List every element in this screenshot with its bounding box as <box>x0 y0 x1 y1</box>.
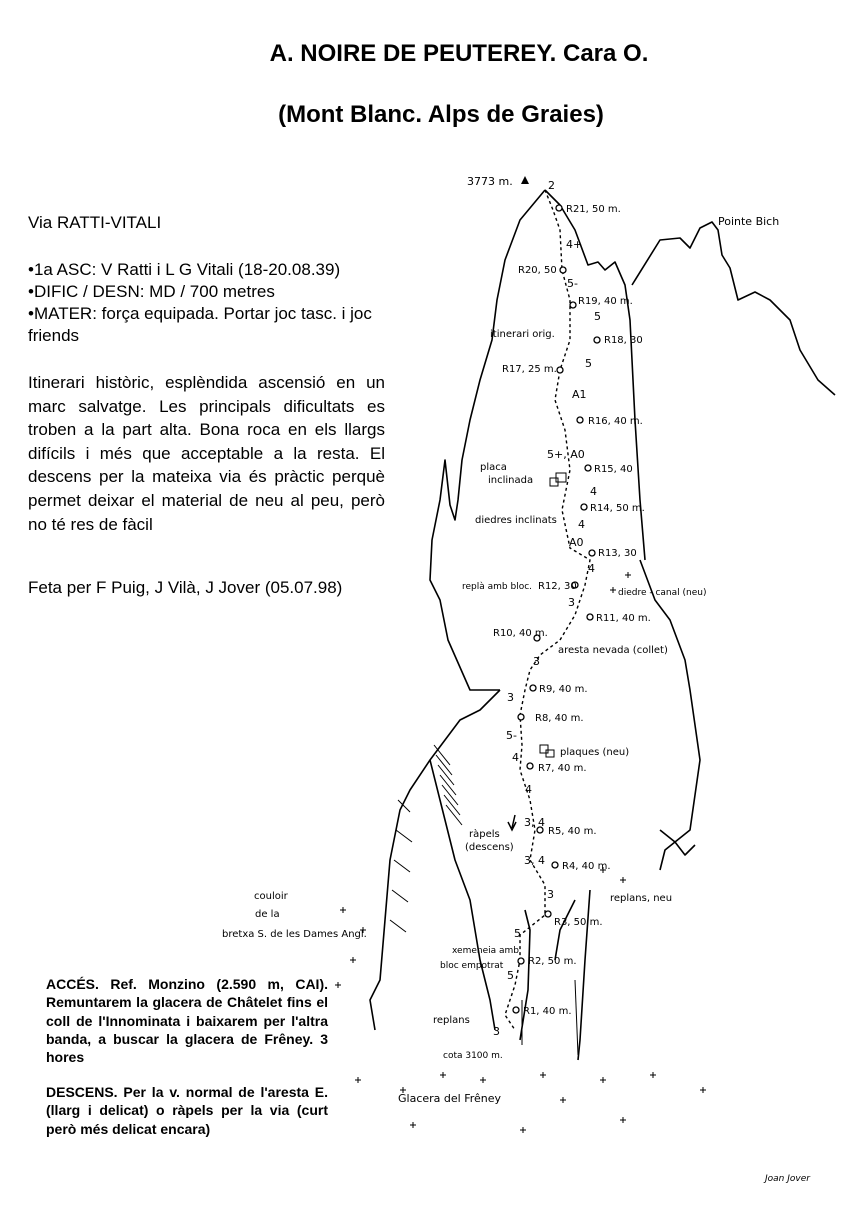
belay-marker <box>557 367 563 373</box>
xemeneia-label: xemeneia amb <box>452 946 520 956</box>
grade-label: A1 <box>572 388 587 401</box>
belay-label: R1, 40 m. <box>523 1006 572 1017</box>
grade-label: 4 <box>512 751 519 764</box>
grades <box>493 179 601 1038</box>
lower-buttress <box>370 690 500 1030</box>
cota-label: cota 3100 m. <box>443 1051 503 1061</box>
belay-label: R15, 40 <box>594 464 633 475</box>
grade-label: 2 <box>548 179 555 192</box>
grade-label: 4 <box>578 518 585 531</box>
grade-label: 5- <box>506 729 517 742</box>
couloir-label: bretxa S. de les Dames Angl. <box>222 929 367 940</box>
belay-label: R21, 50 m. <box>566 204 621 215</box>
buttress-far-right <box>578 890 590 1060</box>
page-title: A. NOIRE DE PEUTEREY. Cara O. <box>269 40 649 67</box>
belay-marker <box>585 465 591 471</box>
snow-marks <box>335 572 706 1133</box>
grade-label: 4+ <box>566 238 583 251</box>
grade-label: 5 <box>585 357 592 370</box>
route-description: Itinerari històric, esplèndida ascensió en un marc salvatge. Les principals dificultats es troben a la part alta. Bona roca en els llargs difícils i més que acceptable a la resta. El descens per la mateixa via és pràctic perquè permet deixar el material de neu al peu, però no té res de fàcil <box>28 373 385 534</box>
itinerari-orig-label: itinerari orig. <box>490 329 555 340</box>
grade-label: 3 <box>507 691 514 704</box>
grade-label: 5 <box>507 969 514 982</box>
grade-label: 3, 4 <box>524 854 545 867</box>
belay-marker <box>587 614 593 620</box>
grade-label: 5- <box>567 277 578 290</box>
glacera-label: Glacera del Frêney <box>398 1092 502 1105</box>
belay-label: R7, 40 m. <box>538 763 587 774</box>
grade-label: 3 <box>533 655 540 668</box>
block-marker <box>540 745 548 753</box>
belay-marker <box>577 417 583 423</box>
aresta-nevada-label: aresta nevada (collet) <box>558 645 668 656</box>
belay-label: R16, 40 m. <box>588 416 643 427</box>
belay-marker <box>581 504 587 510</box>
couloir-label: couloir <box>254 891 288 902</box>
grade-label: 3 <box>568 596 575 609</box>
grade-label: 4 <box>588 562 595 575</box>
belay-marker <box>589 550 595 556</box>
couloir-label: de la <box>255 909 280 920</box>
belay-marker <box>513 1007 519 1013</box>
grade-label: A0 <box>569 536 584 549</box>
pointe-bich-ridge <box>632 222 835 395</box>
material: •MATER: força equipada. Portar joc tasc. i joc friends <box>28 304 372 345</box>
rapels-label: ràpels <box>469 829 500 840</box>
grade-label: 4 <box>590 485 597 498</box>
belay-label: R19, 40 m. <box>578 296 633 307</box>
belay-label: R8, 40 m. <box>535 713 584 724</box>
grade-label: 5 <box>514 927 521 940</box>
access-text: ACCÉS. Ref. Monzino (2.590 m, CAI). Remuntarem la glacera de Châtelet fins el coll de l'Innominata i baixarem per l'altra banda, a buscar la glacera de Frêney. 3 hores <box>46 976 328 1066</box>
summit-triangle <box>521 176 529 184</box>
route-name: Via RATTI-VITALI <box>28 213 162 232</box>
belay-marker <box>518 714 524 720</box>
belay-label: R11, 40 m. <box>596 613 651 624</box>
belay-marker <box>556 205 562 211</box>
belay-marker <box>594 337 600 343</box>
rappel-arrow <box>508 815 516 830</box>
grade-label: 4 <box>525 783 532 796</box>
plaques-label: plaques (neu) <box>560 747 630 758</box>
pointe-bich-label: Pointe Bich <box>718 215 780 228</box>
belay-marker <box>527 763 533 769</box>
belay-label: R10, 40 m. <box>493 628 548 639</box>
repla-label: replà amb bloc. <box>462 582 533 592</box>
diedre-canal-label: diedre - canal (neu) <box>618 588 707 598</box>
belay-marker <box>570 302 576 308</box>
descent-text: DESCENS. Per la v. normal de l'aresta E. (llarg i delicat) o ràpels per la via (curt però més delicat encara) <box>46 1084 328 1137</box>
belay-label: R3, 50 m. <box>554 917 603 928</box>
belay-label: R2, 50 m. <box>528 956 577 967</box>
lower-buttress-inner <box>430 760 495 1030</box>
belay-label: R20, 50 <box>518 265 557 276</box>
xemeneia-label: bloc empotrat <box>440 961 504 971</box>
replans-neu-label: replans, neu <box>610 893 673 904</box>
belay-marker <box>518 958 524 964</box>
route-line <box>505 190 590 1030</box>
belay-marker <box>545 911 551 917</box>
belay-marker <box>560 267 566 273</box>
diedres-inclinats-label: diedres inclinats <box>475 515 557 526</box>
grade-label: 3 <box>547 888 554 901</box>
right-face-line <box>640 560 700 870</box>
rapels-label: (descens) <box>465 842 514 853</box>
summit-label: 3773 m. <box>467 175 513 188</box>
climbed-by: Feta per F Puig, J Vilà, J Jover (05.07.98) <box>28 578 343 597</box>
grade-label: 5+, A0 <box>547 448 585 461</box>
belay-marker <box>552 862 558 868</box>
grade-label: 3 <box>493 1025 500 1038</box>
signature: Joan Jover <box>765 1174 810 1184</box>
grade-label: 3, 4 <box>524 816 545 829</box>
page-subtitle: (Mont Blanc. Alps de Graies) <box>278 101 604 128</box>
belay-label: R5, 40 m. <box>548 826 597 837</box>
belay-label: R17, 25 m. <box>502 364 557 375</box>
placa-label: inclinada <box>488 475 534 486</box>
belay-label: R13, 30 <box>598 548 637 559</box>
belay-marker <box>530 685 536 691</box>
belay-label: R18, 30 <box>604 335 643 346</box>
replans-label: replans <box>433 1015 470 1026</box>
first-ascent: •1a ASC: V Ratti i L G Vitali (18-20.08.39) <box>28 260 341 279</box>
belay-label: R12, 30 <box>538 581 577 592</box>
belay-label: R4, 40 m. <box>562 861 611 872</box>
belay-label: R9, 40 m. <box>539 684 588 695</box>
chimney-wall <box>555 900 575 960</box>
placa-label: placa <box>480 462 507 473</box>
belay-label: R14, 50 m. <box>590 503 645 514</box>
grade-label: 5 <box>594 310 601 323</box>
difficulty: •DIFIC / DESN: MD / 700 metres <box>28 282 275 301</box>
